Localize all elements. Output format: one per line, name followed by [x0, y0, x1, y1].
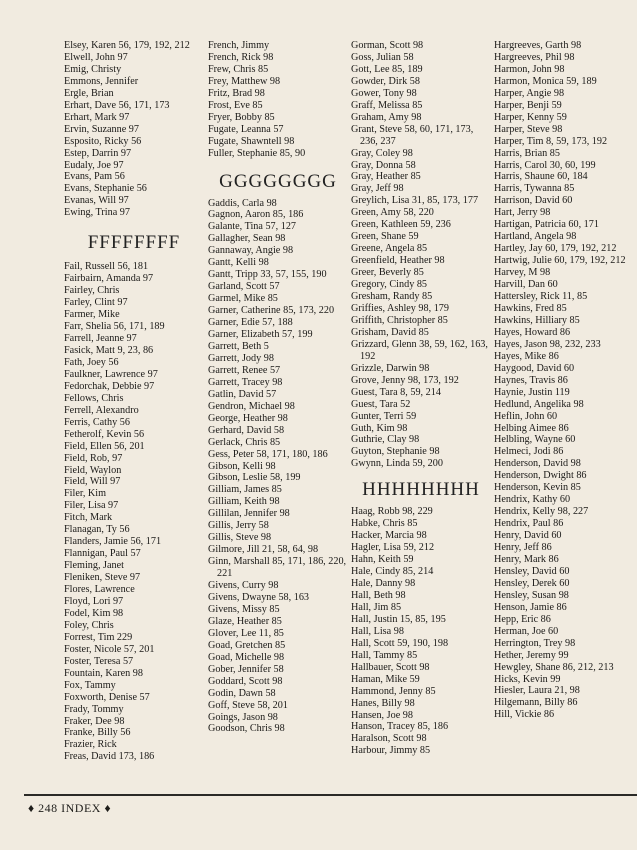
index-entry: Field, Will 97 [64, 476, 121, 488]
index-entry: Gillilan, Jennifer 98 [208, 508, 290, 520]
index-entry: Fleming, Janet [64, 560, 124, 572]
index-entry: Filer, Lisa 97 [64, 500, 119, 512]
index-entry: Givens, Dwayne 58, 163 [208, 591, 310, 603]
index-entry: Garner, Edie 57, 188 [208, 317, 293, 329]
index-entry: Farmer, Mike [64, 309, 120, 321]
index-entry: Hensley, David 60 [494, 565, 570, 577]
index-entry: Frost, Eve 85 [208, 99, 263, 111]
index-entry: Greenfield, Heather 98 [351, 255, 445, 267]
index-entry: Harper, Steve 98 [494, 123, 563, 135]
index-entry: Hale, Cindy 85, 214 [351, 566, 434, 578]
index-entry: Flanagan, Ty 56 [64, 524, 130, 536]
index-entry: Gerhard, David 58 [208, 424, 285, 436]
index-entry: Gwynn, Linda 59, 200 [351, 458, 443, 470]
index-entry: Forrest, Tim 229 [64, 631, 133, 643]
index-entry: Garland, Scott 57 [208, 281, 280, 293]
letter-section-heading: FFFFFFFF [87, 232, 181, 254]
index-entry: Fairbairn, Amanda 97 [64, 273, 154, 285]
index-entry: Gilmore, Jill 21, 58, 64, 98 [208, 544, 319, 556]
index-entry: Gess, Peter 58, 171, 180, 186 [208, 448, 328, 460]
index-entry: Ferris, Cathy 56 [64, 416, 130, 428]
index-entry: Harrison, David 60 [494, 195, 573, 207]
index-entry: Emmons, Jennifer [64, 75, 139, 87]
index-entry: George, Heather 98 [208, 412, 288, 424]
index-column-4 [494, 40, 636, 721]
index-entry: Hallbauer, Scott 98 [351, 661, 430, 673]
index-entry: Herrington, Trey 98 [494, 637, 576, 649]
index-entry: Frady, Tommy [64, 703, 124, 715]
index-entry: Gresham, Randy 85 [351, 291, 433, 303]
index-entry: Gillis, Jerry 58 [208, 520, 269, 532]
index-entry: Hall, Justin 15, 85, 195 [351, 613, 446, 625]
index-entry: Garner, Catherine 85, 173, 220 [208, 305, 335, 317]
index-entry: Hawkins, Hilliary 85 [494, 314, 580, 326]
index-entry: Gober, Jennifer 58 [208, 663, 284, 675]
index-entry: Hendrix, Kelly 98, 227 [494, 506, 589, 518]
index-entry: Henry, Mark 86 [494, 553, 559, 565]
index-entry: Fasick, Matt 9, 23, 86 [64, 344, 154, 356]
index-entry: Graham, Amy 98 [351, 111, 422, 123]
diamond-icon: ♦ [28, 801, 35, 815]
index-entry: Ervin, Suzanne 97 [64, 123, 139, 135]
index-entry: Farr, Shelia 56, 171, 189 [64, 321, 165, 333]
index-entry: Hall, Lisa 98 [351, 625, 404, 637]
index-entry: Goff, Steve 58, 201 [208, 699, 288, 711]
index-entry: Henry, David 60 [494, 530, 562, 542]
index-entry: Hammond, Jenny 85 [351, 685, 436, 697]
index-entry: Fitch, Mark [64, 512, 113, 524]
index-entry: Hicks, Kevin 99 [494, 673, 561, 685]
index-entry: Guyton, Stephanie 98 [351, 446, 440, 458]
index-entry: Flannigan, Paul 57 [64, 548, 141, 560]
index-entry: Floyd, Lori 97 [64, 595, 124, 607]
index-entry: Gannaway, Angie 98 [208, 245, 294, 257]
index-entry: Grizzle, Darwin 98 [351, 362, 430, 374]
index-entry: Hargreeves, Phil 98 [494, 51, 575, 63]
index-entry: Harper, Angie 98 [494, 87, 565, 99]
index-entry: Garmel, Mike 85 [208, 293, 278, 305]
index-entry: Givens, Curry 98 [208, 580, 279, 592]
index-entry: Gowder, Dirk 58 [351, 75, 420, 87]
index-entry: Gaddis, Carla 98 [208, 197, 277, 209]
index-entry: Frazier, Rick [64, 739, 117, 751]
index-entry: Ferrell, Alexandro [64, 404, 139, 416]
footer-page-label: 248 INDEX [38, 801, 101, 815]
index-entry: Elwell, John 97 [64, 51, 128, 63]
index-entry: Helbling, Wayne 60 [494, 434, 576, 446]
index-entry: Gantt, Tripp 33, 57, 155, 190 [208, 269, 327, 281]
index-entry: Hill, Vickie 86 [494, 709, 555, 721]
index-entry: Goodson, Chris 98 [208, 723, 285, 735]
index-entry: Habke, Chris 85 [351, 518, 418, 530]
index-entry: Hartigan, Patricia 60, 171 [494, 219, 599, 231]
index-entry: Field, Rob, 97 [64, 452, 123, 464]
index-entry: Gibson, Leslie 58, 199 [208, 472, 301, 484]
index-entry: Elsey, Karen 56, 179, 192, 212 [64, 40, 190, 51]
index-entry: Gray, Jeff 98 [351, 183, 404, 195]
index-entry: Heflin, John 60 [494, 410, 558, 422]
index-entry: Frey, Matthew 98 [208, 75, 281, 87]
index-entry: Hall, Beth 98 [351, 589, 406, 601]
index-entry: Haynie, Justin 119 [494, 386, 570, 398]
index-entry: Hansen, Joe 98 [351, 709, 413, 721]
index-entry: Eudaly, Joe 97 [64, 159, 124, 171]
index-entry: Esposito, Ricky 56 [64, 135, 142, 147]
index-entry: Guest, Tara 52 [351, 398, 411, 410]
index-entry: Fleniken, Steve 97 [64, 572, 141, 584]
index-column-1 [64, 40, 204, 763]
index-entry: Hanes, Billy 98 [351, 697, 415, 709]
index-entry: Harris, Tywanna 85 [494, 183, 575, 195]
index-entry: Haag, Robb 98, 229 [351, 506, 433, 518]
index-column-3 [351, 40, 491, 757]
index-entry: Harbour, Jimmy 85 [351, 745, 431, 757]
index-entry: Hensley, Derek 60 [494, 577, 570, 589]
index-entry: Hartland, Angela 98 [494, 231, 577, 243]
index-entry: Herman, Joe 60 [494, 625, 559, 637]
index-entry: Hensley, Susan 98 [494, 589, 569, 601]
index-entry: Greylich, Lisa 31, 85, 173, 177 [351, 195, 479, 207]
index-entry: Hall, Scott 59, 190, 198 [351, 637, 449, 649]
index-entry: Griffies, Ashley 98, 179 [351, 302, 449, 314]
index-entry: Flanders, Jamie 56, 171 [64, 536, 162, 548]
index-entry: Grisham, David 85 [351, 326, 429, 338]
index-entry: Gunter, Terri 59 [351, 410, 417, 422]
index-entry: Hedlund, Angelika 98 [494, 398, 584, 410]
index-entry: Hendrix, Paul 86 [494, 518, 564, 530]
index-entry: Glover, Lee 11, 85 [208, 627, 284, 639]
index-entry: Hayes, Howard 86 [494, 326, 571, 338]
index-entry: Foster, Teresa 57 [64, 655, 134, 667]
index-entry: Erhart, Mark 97 [64, 111, 130, 123]
index-entry: Hayes, Jason 98, 232, 233 [494, 338, 601, 350]
index-entry: Green, Kathleen 59, 236 [351, 219, 451, 231]
letter-section-heading: GGGGGGGG [219, 170, 337, 192]
index-entry: Hiesler, Laura 21, 98 [494, 685, 580, 697]
index-entry: Green, Shane 59 [351, 231, 419, 243]
index-entry: Henson, Jamie 86 [494, 601, 567, 613]
index-entry: Grant, Steve 58, 60, 171, 173, 236, 237 [351, 123, 474, 147]
index-entry: Gower, Tony 98 [351, 87, 417, 99]
index-column-2 [208, 40, 348, 735]
index-entry: Hewgley, Shane 86, 212, 213 [494, 661, 614, 673]
index-entry: Foley, Chris [64, 619, 114, 631]
index-entry: Hagler, Lisa 59, 212 [351, 542, 435, 554]
index-entry: Fugate, Leanna 57 [208, 123, 284, 135]
index-entry: Griffith, Christopher 85 [351, 314, 448, 326]
index-entry: Haralson, Scott 98 [351, 733, 427, 745]
index-entry: Flores, Lawrence [64, 584, 135, 596]
index-entry: Haman, Mike 59 [351, 673, 420, 685]
index-entry: Hartwig, Julie 60, 179, 192, 212 [494, 255, 626, 267]
index-entry: Evanas, Will 97 [64, 195, 129, 207]
index-entry: Foster, Nicole 57, 201 [64, 643, 155, 655]
index-entry: Grizzard, Glenn 38, 59, 162, 163, 192 [351, 338, 488, 362]
index-entry: Hale, Danny 98 [351, 578, 416, 590]
index-entry: Hilgemann, Billy 86 [494, 697, 578, 709]
index-entry: Graff, Melissa 85 [351, 99, 423, 111]
index-entry: Hahn, Keith 59 [351, 554, 414, 566]
index-entry: Fox, Tammy [64, 679, 116, 691]
index-entry: Garrett, Tracey 98 [208, 376, 283, 388]
index-entry: Garrett, Beth 5 [208, 340, 269, 352]
index-entry: Hether, Jeremy 99 [494, 649, 569, 661]
index-entry: Gantt, Kelli 98 [208, 257, 269, 269]
index-entry: Evans, Pam 56 [64, 171, 125, 183]
index-entry: Gott, Lee 85, 189 [351, 63, 423, 75]
index-entry: Galante, Tina 57, 127 [208, 221, 297, 233]
index-entry: Foxworth, Denise 57 [64, 691, 150, 703]
index-entry: Guest, Tara 8, 59, 214 [351, 386, 441, 398]
index-entry: Gibson, Kelli 98 [208, 460, 276, 472]
index-entry: Harris, Brian 85 [494, 147, 560, 159]
index-entry: Fedorchak, Debbie 97 [64, 380, 155, 392]
index-entry: Goad, Gretchen 85 [208, 639, 286, 651]
index-entry: Hargreeves, Garth 98 [494, 40, 582, 51]
index-entry: Fail, Russell 56, 181 [64, 261, 149, 273]
index-entry: Field, Ellen 56, 201 [64, 440, 145, 452]
index-entry: Ewing, Trina 97 [64, 207, 130, 219]
index-entry: Fryer, Bobby 85 [208, 111, 275, 123]
index-entry: Gilliam, Keith 98 [208, 496, 280, 508]
index-entry: Hawkins, Fred 85 [494, 302, 567, 314]
footer-rule [24, 794, 637, 796]
index-entry: Fellows, Chris [64, 392, 124, 404]
page-footer [28, 801, 111, 816]
index-entry: Grove, Jenny 98, 173, 192 [351, 374, 459, 386]
index-entry: Haynes, Travis 86 [494, 374, 568, 386]
index-entry: Franke, Billy 56 [64, 727, 131, 739]
index-entry: Hart, Jerry 98 [494, 207, 551, 219]
index-entry: Gillis, Steve 98 [208, 532, 272, 544]
index-entry: Fairley, Chris [64, 285, 120, 297]
index-entry: Garrett, Renee 57 [208, 364, 281, 376]
index-entry: Goss, Julian 58 [351, 51, 414, 63]
index-entry: Farrell, Jeanne 97 [64, 333, 137, 345]
index-entry: French, Rick 98 [208, 51, 274, 63]
index-entry: Gorman, Scott 98 [351, 40, 424, 51]
index-entry: Gray, Coley 98 [351, 147, 413, 159]
index-entry: Goad, Michelle 98 [208, 651, 285, 663]
index-entry: Harvey, M 98 [494, 267, 551, 279]
index-entry: Hayes, Mike 86 [494, 350, 559, 362]
index-entry: Farley, Clint 97 [64, 297, 128, 309]
index-entry: Emig, Christy [64, 63, 122, 75]
index-entry: Harper, Benji 59 [494, 99, 562, 111]
index-entry: Hall, Jim 85 [351, 601, 402, 613]
index-entry: Gregory, Cindy 85 [351, 279, 428, 291]
index-entry: Glaze, Heather 85 [208, 615, 282, 627]
index-entry: Harris, Carol 30, 60, 199 [494, 159, 596, 171]
index-entry: Harmon, Monica 59, 189 [494, 75, 597, 87]
index-entry: Harmon, John 98 [494, 63, 565, 75]
index-entry: Hall, Tammy 85 [351, 649, 418, 661]
index-entry: Gallagher, Sean 98 [208, 233, 286, 245]
index-entry: Greene, Angela 85 [351, 243, 428, 255]
index-entry: Evans, Stephanie 56 [64, 183, 147, 195]
index-entry: Garrett, Jody 98 [208, 352, 274, 364]
index-entry: Harris, Shaune 60, 184 [494, 171, 588, 183]
index-entry: Fath, Joey 56 [64, 356, 119, 368]
index-entry: Fuller, Stephanie 85, 90 [208, 147, 306, 159]
index-entry: Fugate, Shawntell 98 [208, 135, 295, 147]
index-entry: Gerlack, Chris 85 [208, 436, 281, 448]
index-entry: Hattersley, Rick 11, 85 [494, 291, 588, 303]
index-entry: Green, Amy 58, 220 [351, 207, 434, 219]
index-entry: Hacker, Marcia 98 [351, 530, 427, 542]
index-entry: Hanson, Tracey 85, 186 [351, 721, 449, 733]
index-entry: Guth, Kim 98 [351, 422, 408, 434]
index-entry: Fodel, Kim 98 [64, 607, 124, 619]
index-entry: Hendrix, Kathy 60 [494, 494, 571, 506]
index-entry: Fritz, Brad 98 [208, 87, 265, 99]
index-entry: Godin, Dawn 58 [208, 687, 276, 699]
index-entry: Hartley, Jay 60, 179, 192, 212 [494, 243, 617, 255]
index-entry: Erhart, Dave 56, 171, 173 [64, 99, 170, 111]
index-entry: Garner, Elizabeth 57, 199 [208, 329, 313, 341]
index-entry: Fountain, Karen 98 [64, 667, 143, 679]
index-entry: Gray, Donna 58 [351, 159, 416, 171]
index-entry: Gray, Heather 85 [351, 171, 421, 183]
index-entry: Henry, Jeff 86 [494, 542, 552, 554]
index-entry: Gendron, Michael 98 [208, 400, 295, 412]
index-entry: Henderson, Kevin 85 [494, 482, 581, 494]
index-entry: Ergle, Brian [64, 87, 114, 99]
index-entry: Field, Waylon [64, 464, 122, 476]
index-entry: Filer, Kim [64, 488, 107, 500]
index-entry: Goings, Jason 98 [208, 711, 278, 723]
index-entry: Ginn, Marshall 85, 171, 186, 220, 221 [208, 556, 347, 580]
index-entry: Estep, Darrin 97 [64, 147, 132, 159]
index-entry: Guthrie, Clay 98 [351, 434, 420, 446]
index-entry: Freas, David 173, 186 [64, 751, 155, 763]
index-entry: Faulkner, Lawrence 97 [64, 368, 158, 380]
index-entry: Helmeci, Jodi 86 [494, 446, 564, 458]
index-entry: Haygood, David 60 [494, 362, 575, 374]
index-entry: Frew, Chris 85 [208, 63, 269, 75]
index-entry: Harper, Kenny 59 [494, 111, 567, 123]
index-entry: Hepp, Eric 86 [494, 613, 551, 625]
index-entry: Givens, Missy 85 [208, 603, 280, 615]
index-entry: Fetherolf, Kevin 56 [64, 428, 145, 440]
index-entry: Gagnon, Aaron 85, 186 [208, 209, 304, 221]
index-entry: Harvill, Dan 60 [494, 279, 558, 291]
index-entry: Harper, Tim 8, 59, 173, 192 [494, 135, 608, 147]
index-entry: Helbing Aimee 86 [494, 422, 569, 434]
index-entry: Greer, Beverly 85 [351, 267, 424, 279]
index-entry: Henderson, Dwight 86 [494, 470, 587, 482]
index-entry: Fraker, Dee 98 [64, 715, 125, 727]
index-entry: Gilliam, James 85 [208, 484, 282, 496]
index-entry: Gatlin, David 57 [208, 388, 277, 400]
index-entry: French, Jimmy [208, 40, 270, 51]
letter-section-heading: HHHHHHHH [362, 479, 480, 501]
index-entry: Goddard, Scott 98 [208, 675, 283, 687]
diamond-icon: ♦ [104, 801, 112, 815]
index-entry: Henderson, David 98 [494, 458, 581, 470]
